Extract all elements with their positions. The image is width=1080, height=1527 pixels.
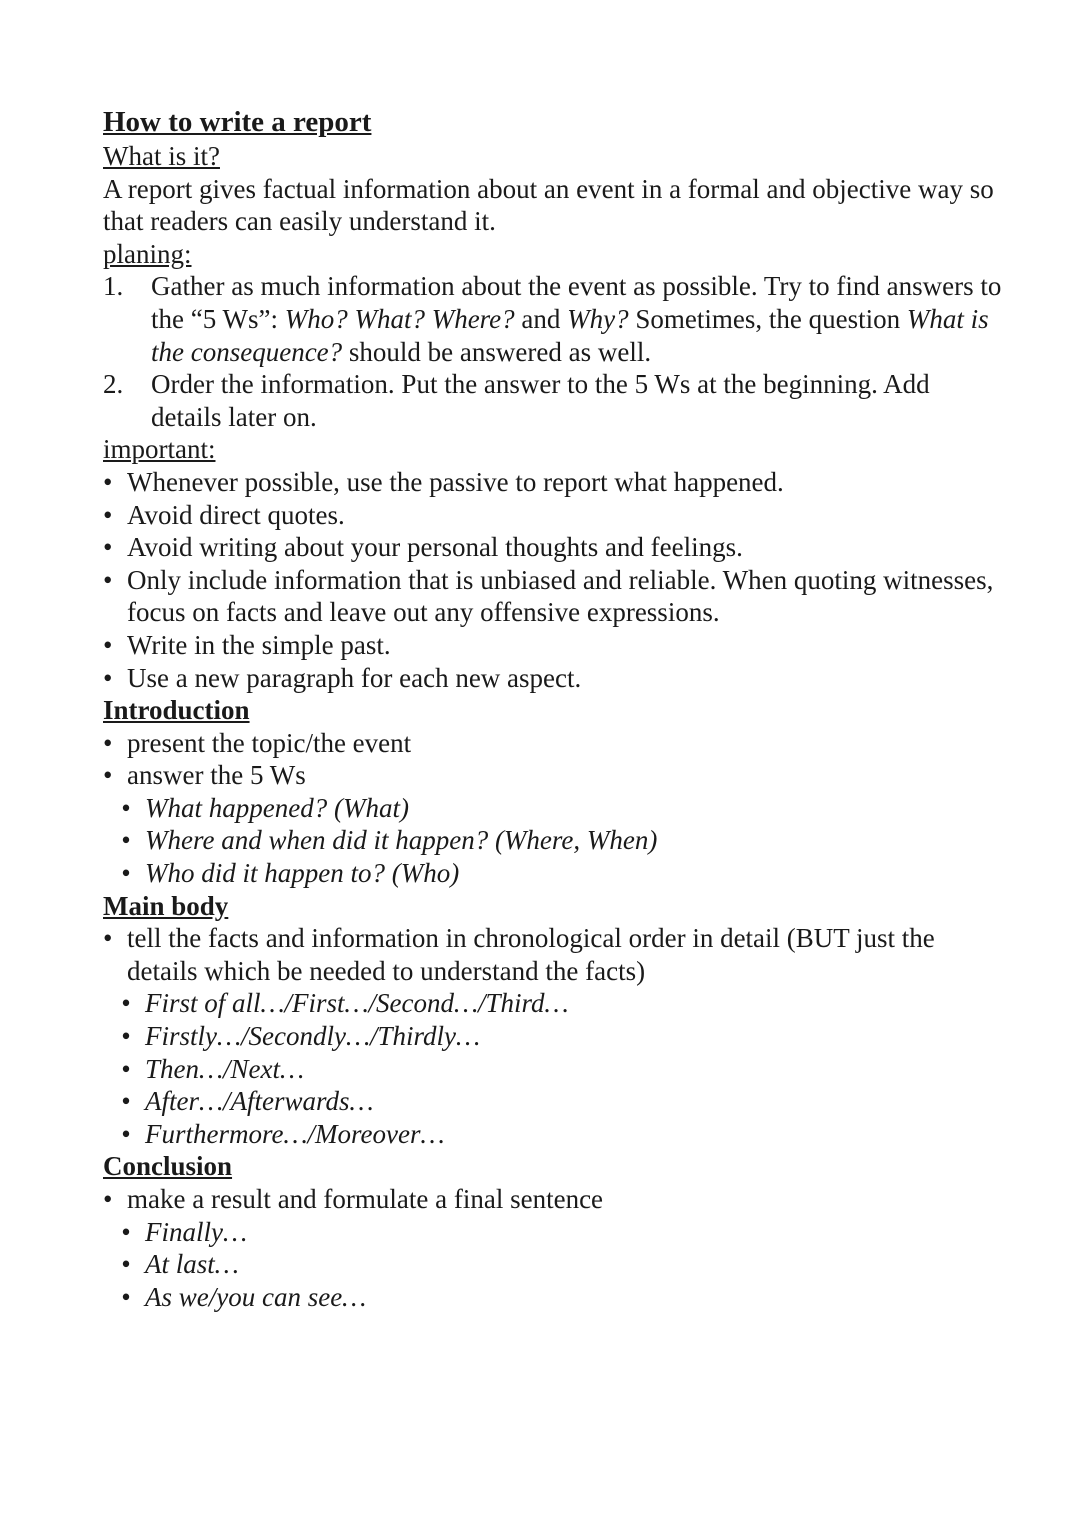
planing-item-number: 2.	[103, 369, 124, 400]
list-item: • Avoid direct quotes.	[103, 499, 1003, 532]
conclusion-sublist	[103, 1216, 1003, 1314]
conclusion-heading: Conclusion	[103, 1151, 233, 1182]
list-item: • Write in the simple past.	[103, 629, 1003, 662]
list-item: • Whenever possible, use the passive to report what happened.	[103, 466, 1003, 499]
planing-italic: What is the consequence?	[151, 303, 989, 367]
list-item: • Only include information that is unbiased and reliable. When quoting witnesses, focus on facts and leave out any offensive expressions.	[103, 564, 1003, 629]
list-item: • First of all…/First…/Second…/Third…	[103, 987, 1003, 1020]
introduction-sublist	[103, 792, 1003, 890]
planing-text: Order the information. Put the answer to the 5 Ws at the beginning. Add details later on.	[151, 369, 930, 432]
list-item: • make a result and formulate a final sentence	[103, 1183, 1003, 1216]
planing-item-number: 1.	[103, 271, 124, 302]
list-item: • Firstly…/Secondly…/Thirdly…	[103, 1020, 1003, 1053]
planing-text: Gather as much information about the event as possible. Try to find answers to the “5 Ws”:	[151, 271, 1002, 334]
page-title: How to write a report	[103, 106, 372, 138]
what-heading: What is it?	[103, 141, 220, 171]
planing-text: and	[514, 303, 568, 334]
list-item: • tell the facts and information in chronological order in detail (BUT just the details which be needed to understand the facts)	[103, 922, 1003, 987]
important-list	[103, 466, 1003, 694]
planing-text: Sometimes, the question	[628, 303, 907, 334]
introduction-heading: Introduction	[103, 695, 250, 726]
list-item: • Then…/Next…	[103, 1053, 1003, 1086]
list-item: • After…/Afterwards…	[103, 1085, 1003, 1118]
list-item: • Avoid writing about your personal thoughts and feelings.	[103, 531, 1003, 564]
list-item: • present the topic/the event	[103, 727, 1003, 760]
list-item: • As we/you can see…	[103, 1281, 1003, 1314]
introduction-list	[103, 727, 1003, 792]
list-item: • Where and when did it happen? (Where, When)	[103, 824, 1003, 857]
planing-italic: Why?	[567, 303, 629, 334]
list-item: • Who did it happen to? (Who)	[103, 857, 1003, 890]
main-body-sublist	[103, 987, 1003, 1150]
planing-list	[103, 270, 1003, 433]
planing-item-2	[103, 368, 1003, 433]
main-body-heading: Main body	[103, 890, 229, 921]
important-heading: important:	[103, 434, 216, 465]
document-page	[103, 104, 1003, 1313]
planing-text: should be answered as well.	[342, 336, 652, 367]
planing-heading: planing:	[103, 238, 192, 269]
list-item: • At last…	[103, 1248, 1003, 1281]
list-item: • Finally…	[103, 1216, 1003, 1249]
list-item: • answer the 5 Ws	[103, 759, 1003, 792]
conclusion-list	[103, 1183, 1003, 1216]
what-text: A report gives factual information about an event in a formal and objective way so that readers can easily understand it.	[103, 173, 994, 237]
planing-italic: Who? What? Where?	[284, 303, 515, 334]
planing-item-1	[103, 270, 1003, 368]
list-item: • Furthermore…/Moreover…	[103, 1118, 1003, 1151]
list-item: • Use a new paragraph for each new aspect.	[103, 662, 1003, 695]
main-body-list	[103, 922, 1003, 987]
list-item: • What happened? (What)	[103, 792, 1003, 825]
